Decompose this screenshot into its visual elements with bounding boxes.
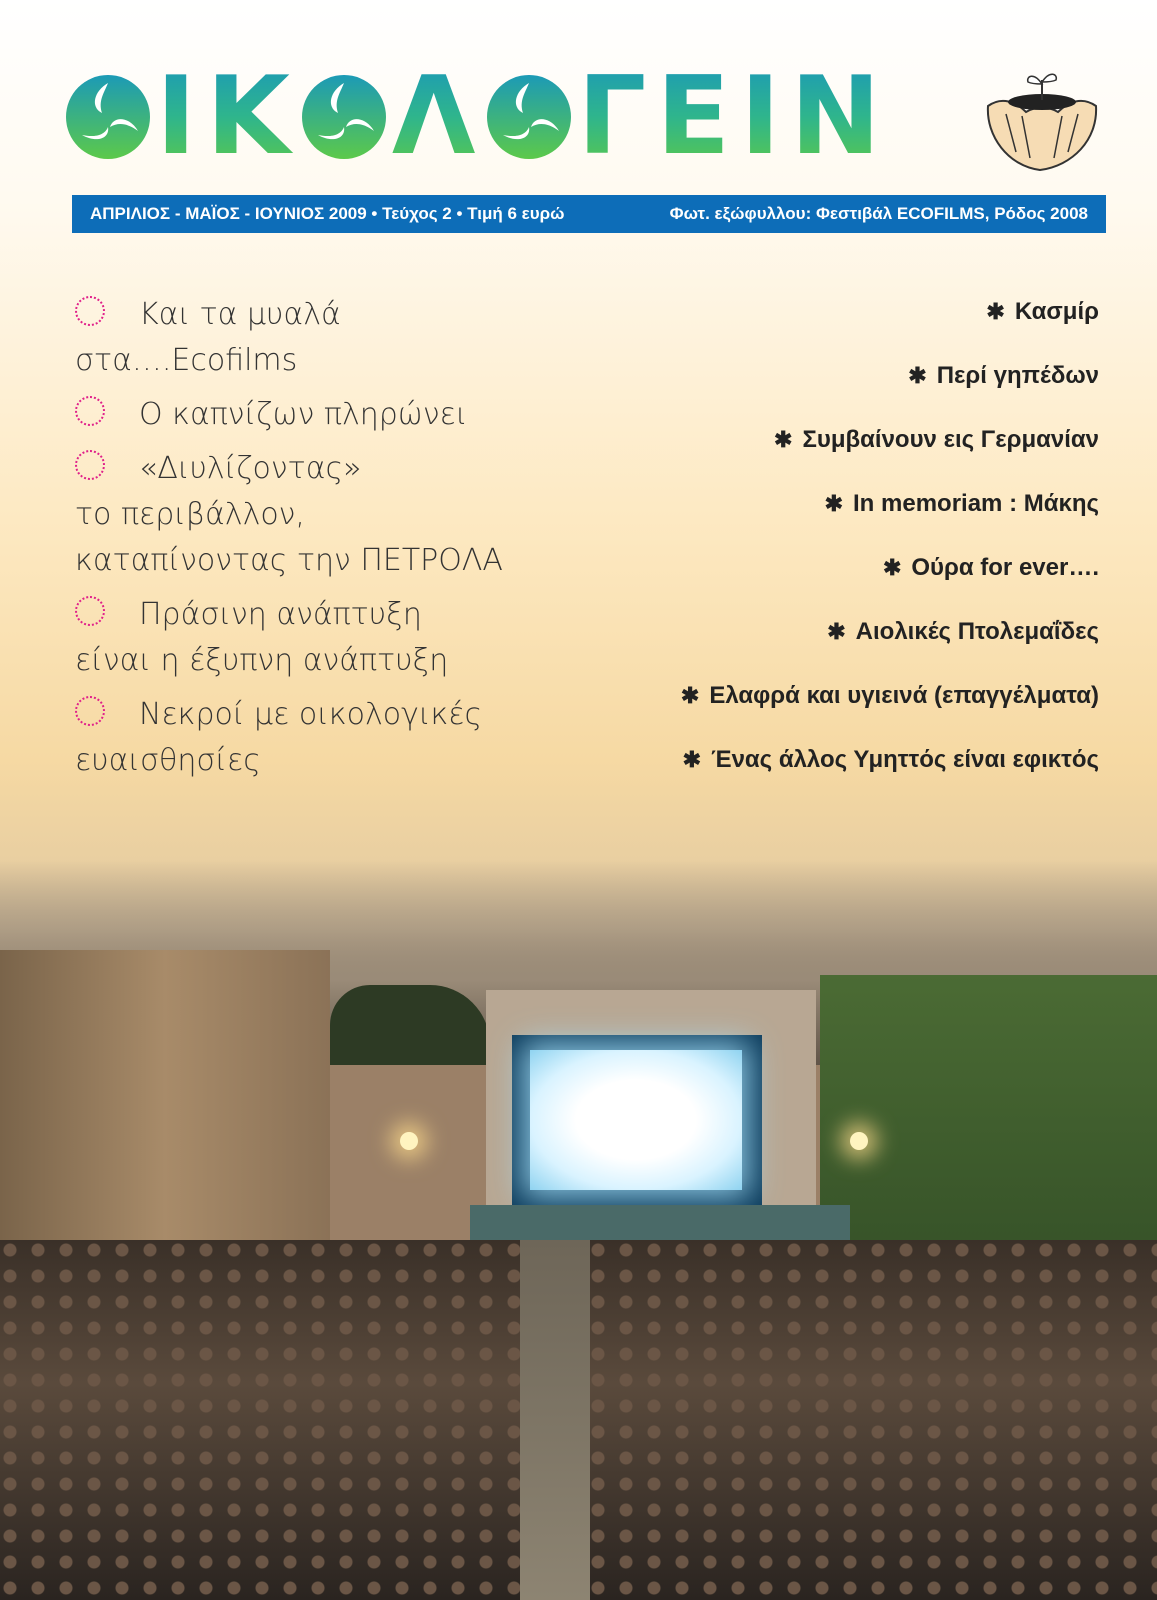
stage xyxy=(470,1205,850,1245)
tree-silhouette xyxy=(330,985,490,1065)
asterisk-icon: ✱ xyxy=(682,747,702,772)
feature-title: «Διυλίζοντας» xyxy=(139,451,362,486)
asterisk-icon: ✱ xyxy=(986,299,1005,324)
topic-label: Ελαφρά και υγιεινά (επαγγέλματα) xyxy=(709,682,1099,709)
asterisk-icon: ✱ xyxy=(827,619,846,644)
logo-letter: Ν xyxy=(790,54,885,179)
feature-title: Ο καπνίζων πληρώνει xyxy=(139,397,468,432)
topic-item xyxy=(539,615,1099,679)
dotted-ring-icon xyxy=(75,696,105,726)
asterisk-icon: ✱ xyxy=(882,555,902,580)
asterisk-icon: ✱ xyxy=(824,491,844,516)
logo-letter: Κ xyxy=(206,54,294,179)
logo-letter: Ι xyxy=(740,54,785,179)
dotted-ring-icon xyxy=(75,296,105,326)
feature-item xyxy=(75,392,575,438)
asterisk-icon: ✱ xyxy=(774,427,793,452)
feature-title: Νεκροί με οικολογικές xyxy=(139,697,483,732)
aisle xyxy=(520,1240,590,1600)
topic-label: In memoriam : Μάκης xyxy=(853,490,1099,517)
wall-lamp xyxy=(400,1132,418,1150)
feature-title-cont: στα….Ecofilms xyxy=(75,343,298,378)
photo-credit: Φωτ. εξώφυλλου: Φεστιβάλ ECOFILMS, Ρόδος 2008 xyxy=(669,204,1088,223)
feature-title-cont: είναι η έξυπνη ανάπτυξη xyxy=(75,643,449,678)
logo-letter: Λ xyxy=(391,54,480,179)
magazine-logo xyxy=(64,54,891,179)
feature-title: Και τα μυαλά xyxy=(139,297,341,332)
topic-label: Συμβαίνουν εις Γερμανίαν xyxy=(802,426,1099,453)
topic-label: Ένας άλλος Υμηττός είναι εφικτός xyxy=(711,746,1099,773)
feature-item xyxy=(75,446,575,584)
feature-item xyxy=(75,292,575,384)
logo-letter: Ι xyxy=(156,54,201,179)
topic-item xyxy=(539,679,1099,743)
masthead xyxy=(0,0,1157,190)
topic-label: Ούρα for ever…. xyxy=(911,554,1099,581)
asterisk-icon: ✱ xyxy=(908,363,927,388)
dotted-ring-icon xyxy=(75,396,105,426)
cover-photo-open-air-cinema xyxy=(0,860,1157,1600)
feature-title: Πράσινη ανάπτυξη xyxy=(139,597,422,632)
topic-item xyxy=(539,423,1099,487)
topic-item xyxy=(539,743,1099,807)
feature-list xyxy=(75,292,575,792)
feature-title-cont: το περιβάλλον, xyxy=(75,497,305,532)
hands-holding-plant-icon xyxy=(978,66,1108,174)
topic-label: Αιολικές Πτολεμαΐδες xyxy=(855,618,1099,645)
topic-item xyxy=(539,359,1099,423)
recycle-globe-icon xyxy=(485,73,573,161)
recycle-globe-icon xyxy=(64,73,152,161)
topic-list xyxy=(539,295,1099,807)
topic-label: Κασμίρ xyxy=(1014,298,1099,325)
dotted-ring-icon xyxy=(75,450,105,480)
issue-info-bar xyxy=(72,195,1106,233)
topic-item xyxy=(539,551,1099,615)
feature-item xyxy=(75,692,575,784)
cinema-screen xyxy=(530,1050,742,1190)
topic-item xyxy=(539,487,1099,551)
issue-info: ΑΠΡΙΛΙΟΣ - ΜΑΪΟΣ - ΙΟΥΝΙΟΣ 2009 • Τεύχος 2 • Τιμή 6 ευρώ xyxy=(90,204,565,223)
asterisk-icon: ✱ xyxy=(680,683,700,708)
feature-item xyxy=(75,592,575,684)
dotted-ring-icon xyxy=(75,596,105,626)
topic-label: Περί γηπέδων xyxy=(936,362,1099,389)
feature-title-cont: καταπίνοντας την ΠΕΤΡΟΛΑ xyxy=(75,543,503,578)
wall-lamp xyxy=(850,1132,868,1150)
logo-letter: Ε xyxy=(656,54,735,179)
logo-letter: Γ xyxy=(577,54,651,179)
topic-item xyxy=(539,295,1099,359)
recycle-globe-icon xyxy=(300,73,388,161)
feature-title-cont: ευαισθησίες xyxy=(75,743,261,778)
